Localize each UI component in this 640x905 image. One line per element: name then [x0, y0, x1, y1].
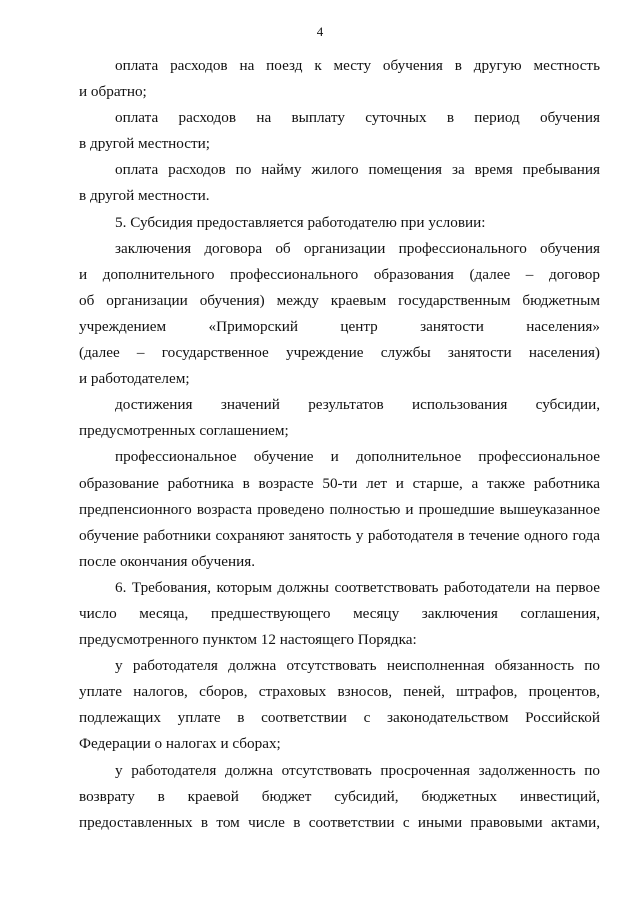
page-number: 4: [316, 24, 324, 39]
text-line: у работодателя должна отсутствовать неисполненная обязанность по: [115, 657, 600, 675]
text-line: 6. Требования, которым должны соответствовать работодатели на первое: [115, 578, 600, 596]
text-line: и дополнительного профессионального образования (далее – договор: [79, 265, 600, 283]
text-line: заключения договора об организации профессионального обучения: [115, 239, 600, 257]
text-line: обучение работники сохраняют занятость у работодателя в течение одного года: [79, 526, 600, 544]
text-line: предоставленных в том числе в соответствии с иными правовыми актами,: [79, 813, 600, 831]
text-line: Федерации о налогах и сборах;: [79, 735, 281, 753]
text-line: возврату в краевой бюджет субсидий, бюджетных инвестиций,: [79, 787, 600, 805]
text-line: после окончания обучения.: [79, 552, 256, 570]
text-line: и обратно;: [79, 83, 147, 101]
text-line: (далее – государственное учреждение службы занятости населения): [79, 344, 600, 362]
text-line: образование работника в возрасте 50-ти лет и старше, а также работника: [79, 474, 600, 492]
text-line: уплате налогов, сборов, страховых взносов, пеней, штрафов, процентов,: [79, 683, 600, 701]
text-line: предусмотренных соглашением;: [79, 422, 289, 440]
text-line: в другой местности;: [79, 135, 210, 153]
text-line: профессиональное обучение и дополнительное профессиональное: [115, 448, 600, 466]
text-line: подлежащих уплате в соответствии с законодательством Российской: [79, 709, 600, 727]
text-line: предусмотренного пунктом 12 настоящего Порядка:: [79, 631, 417, 649]
text-line: достижения значений результатов использования субсидии,: [115, 396, 600, 414]
document-body: [79, 53, 600, 836]
text-line: 5. Субсидия предоставляется работодателю при условии:: [115, 213, 486, 231]
text-line: предпенсионного возраста проведено полностью и прошедшие вышеуказанное: [79, 500, 600, 518]
text-line: в другой местности.: [79, 187, 210, 205]
text-line: оплата расходов на выплату суточных в период обучения: [115, 109, 600, 127]
text-line: об организации обучения) между краевым государственным бюджетным: [79, 291, 600, 309]
text-line: число месяца, предшествующего месяцу заключения соглашения,: [79, 604, 600, 622]
text-line: оплата расходов по найму жилого помещения за время пребывания: [115, 161, 600, 179]
text-line: учреждением «Приморский центр занятости населения»: [79, 317, 600, 335]
text-line: и работодателем;: [79, 370, 190, 388]
text-line: оплата расходов на поезд к месту обучения в другую местность: [115, 57, 600, 74]
text-line: у работодателя должна отсутствовать просроченная задолженность по: [115, 761, 600, 779]
